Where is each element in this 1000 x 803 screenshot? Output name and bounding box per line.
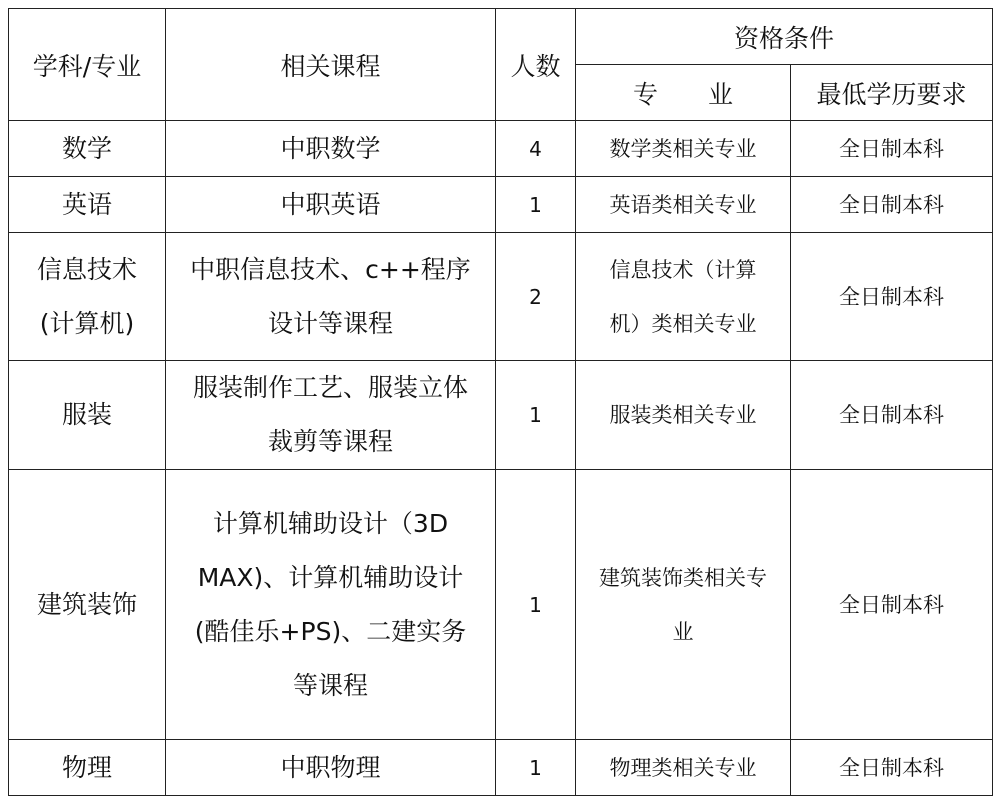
cell-courses: 中职信息技术、c++程序设计等课程 xyxy=(166,233,496,361)
header-education: 最低学历要求 xyxy=(791,65,993,121)
cell-major: 信息技术（计算机）类相关专业 xyxy=(576,233,791,361)
cell-education: 全日制本科 xyxy=(791,233,993,361)
cell-education: 全日制本科 xyxy=(791,177,993,233)
cell-count: 1 xyxy=(496,740,576,796)
cell-count: 2 xyxy=(496,233,576,361)
cell-major: 物理类相关专业 xyxy=(576,740,791,796)
cell-count: 4 xyxy=(496,121,576,177)
cell-count: 1 xyxy=(496,470,576,740)
header-subject: 学科/专业 xyxy=(9,9,166,121)
cell-education: 全日制本科 xyxy=(791,361,993,470)
table-row xyxy=(9,177,993,233)
cell-major: 英语类相关专业 xyxy=(576,177,791,233)
cell-education: 全日制本科 xyxy=(791,740,993,796)
cell-subject: 信息技术(计算机) xyxy=(9,233,166,361)
cell-courses: 服装制作工艺、服装立体裁剪等课程 xyxy=(166,361,496,470)
table-row xyxy=(9,470,993,740)
cell-count: 1 xyxy=(496,177,576,233)
cell-subject: 数学 xyxy=(9,121,166,177)
cell-major: 服装类相关专业 xyxy=(576,361,791,470)
cell-courses: 中职物理 xyxy=(166,740,496,796)
cell-subject: 物理 xyxy=(9,740,166,796)
header-major: 专 业 xyxy=(576,65,791,121)
header-qualifications: 资格条件 xyxy=(576,9,993,65)
cell-courses: 计算机辅助设计（3D MAX)、计算机辅助设计(酷佳乐+PS)、二建实务等课程 xyxy=(166,470,496,740)
table-row xyxy=(9,121,993,177)
cell-major: 数学类相关专业 xyxy=(576,121,791,177)
cell-education: 全日制本科 xyxy=(791,121,993,177)
cell-courses: 中职英语 xyxy=(166,177,496,233)
table-row xyxy=(9,361,993,470)
cell-major: 建筑装饰类相关专业 xyxy=(576,470,791,740)
cell-courses: 中职数学 xyxy=(166,121,496,177)
recruitment-table xyxy=(8,8,993,796)
cell-subject: 建筑装饰 xyxy=(9,470,166,740)
header-count: 人数 xyxy=(496,9,576,121)
cell-subject: 服装 xyxy=(9,361,166,470)
cell-education: 全日制本科 xyxy=(791,470,993,740)
table-row xyxy=(9,740,993,796)
header-courses: 相关课程 xyxy=(166,9,496,121)
cell-subject: 英语 xyxy=(9,177,166,233)
table-row xyxy=(9,233,993,361)
cell-count: 1 xyxy=(496,361,576,470)
header-row xyxy=(9,9,993,65)
